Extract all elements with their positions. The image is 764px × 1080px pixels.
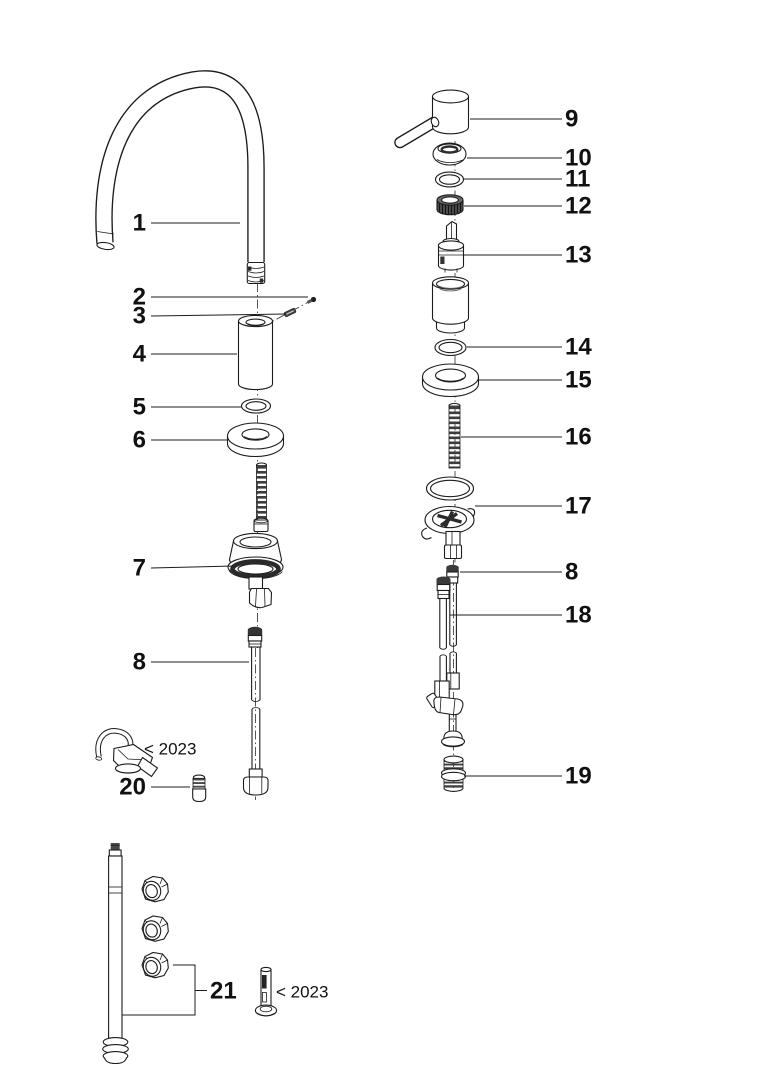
supply-pipe-kit-drawing <box>103 843 129 1064</box>
callout-7: 7 <box>132 554 146 582</box>
callout-10: 10 <box>565 144 592 172</box>
callout-8-left: 8 <box>132 648 146 676</box>
callout-5: 5 <box>132 393 146 421</box>
callout-13: 13 <box>565 241 592 269</box>
union-nut-1 <box>141 877 169 903</box>
callout-2: 2 <box>132 283 146 311</box>
slip-nut-drawing <box>437 195 463 215</box>
callout-20: 20 <box>119 773 146 801</box>
callout-16: 16 <box>565 423 592 451</box>
handle-drawing <box>400 90 469 142</box>
callout-3: 3 <box>132 302 146 330</box>
callout-11: 11 <box>565 165 591 193</box>
hoses-right-drawing <box>426 565 464 747</box>
pre2023-annotation-top: < 2023 <box>144 739 197 759</box>
mounting-set-left-drawing <box>228 533 283 607</box>
oring-body-drawing <box>435 340 466 356</box>
callout-6: 6 <box>132 426 146 454</box>
connector-drawing <box>442 756 466 791</box>
threaded-rod-right-drawing <box>449 404 460 469</box>
base-ring-drawing <box>423 364 479 397</box>
callout-14: 14 <box>565 333 592 361</box>
validity-annotations <box>144 740 328 1002</box>
mounting-set-right-drawing <box>422 477 475 559</box>
pre2023-screw-drawing <box>255 967 276 1015</box>
center-axes <box>256 141 456 800</box>
dome-ring-drawing <box>433 143 466 165</box>
cartridge-drawing <box>438 222 463 273</box>
callout-4: 4 <box>132 340 146 368</box>
union-nut-2 <box>141 916 169 942</box>
callout-18: 18 <box>565 601 592 629</box>
screw-small-drawing <box>308 297 317 303</box>
callout-9: 9 <box>565 105 579 133</box>
pre2023-annotation-bottom: < 2023 <box>276 982 329 1002</box>
escutcheon-left-drawing <box>228 423 284 457</box>
callout-19: 19 <box>565 762 592 790</box>
callout-1: 1 <box>132 209 146 237</box>
leader-lines <box>151 119 562 787</box>
housing-body-drawing <box>433 277 469 333</box>
spout-sleeve-drawing <box>239 315 273 389</box>
check-valve-drawing <box>193 775 206 801</box>
oring-small-drawing <box>436 172 464 187</box>
callout-labels <box>119 106 592 1005</box>
callout-15: 15 <box>565 366 592 394</box>
union-nut-3 <box>141 953 169 979</box>
callout-21: 21 <box>210 977 237 1005</box>
callout-8-right: 8 <box>565 558 579 586</box>
callout-17: 17 <box>565 492 592 520</box>
callout-12: 12 <box>565 192 592 220</box>
spout-drawing <box>97 79 265 284</box>
oring-left-drawing <box>242 399 271 413</box>
threaded-rod-left-drawing <box>254 463 268 532</box>
grub-screw-drawing <box>284 308 296 317</box>
